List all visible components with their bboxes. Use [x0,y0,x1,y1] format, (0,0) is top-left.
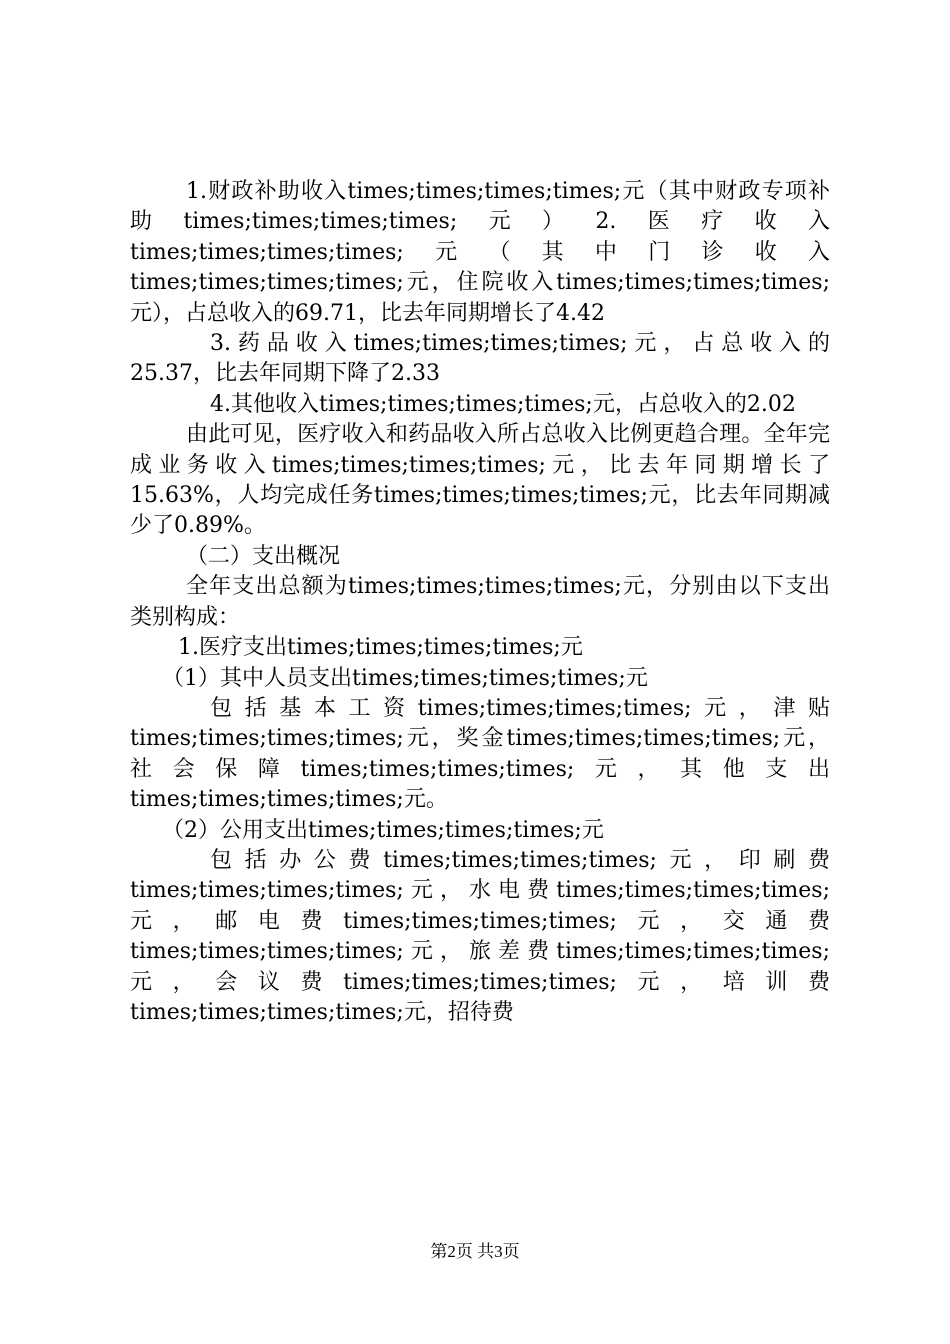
paragraph-medical-expenditure: 1.医疗支出times;times;times;times;元 [178,635,583,661]
paragraph-other-income: 4.其他收入times;times;times;times;元，占总收入的2.02 [210,391,796,417]
section-heading-expenditure: （二）支出概况 [186,543,341,569]
page-number-footer: 第2页 共3页 [430,1242,520,1261]
paragraph-income-summary: 由此可见，医疗收入和药品收入所占总收入比例更趋合理。全年完成业务收入times;times;times;times;元，比去年同期增长了15.63%，人均完成任务times;times;times;times;元，比去年同期减少了0.89%。 [130,422,830,539]
paragraph-public-expenditure: （2）公用支出times;times;times;times;元 [162,817,604,843]
paragraph-personnel-details: 包括基本工资times;times;times;times;元，津贴times;times;times;times;元，奖金times;times;times;times;元，社会保障times;times;times;times;元，其他支出times;times;times;times;元。 [130,695,830,813]
document-body [130,177,830,1028]
paragraph-drug-income: 3.药品收入times;times;times;times;元，占总收入的25.37，比去年同期下降了2.33 [130,331,830,387]
paragraph-personnel-expenditure: （1）其中人员支出times;times;times;times;元 [162,665,648,691]
paragraph-expenditure-total: 全年支出总额为times;times;times;times;元，分别由以下支出类别构成： [130,574,830,630]
paragraph-public-details: 包括办公费times;times;times;times;元，印刷费times;times;times;times;元，水电费times;times;times;times;元，邮电费times;times;times;times;元，交通费times;times;times;times;元，旅差费times;times;times;times;元，会议费times;times;times;times;元，培训费times;times;times;times;元，招待费 [130,847,830,1025]
paragraph-income-items: 1.财政补助收入times;times;times;times;元（其中财政专项补助times;times;times;times;元）2.医疗收入times;times;times;times;元（其中门诊收入times;times;times;times;元，住院收入times;times;times;times;元），占总收入的69.71，比去年同期增长了4.42 [130,179,830,326]
